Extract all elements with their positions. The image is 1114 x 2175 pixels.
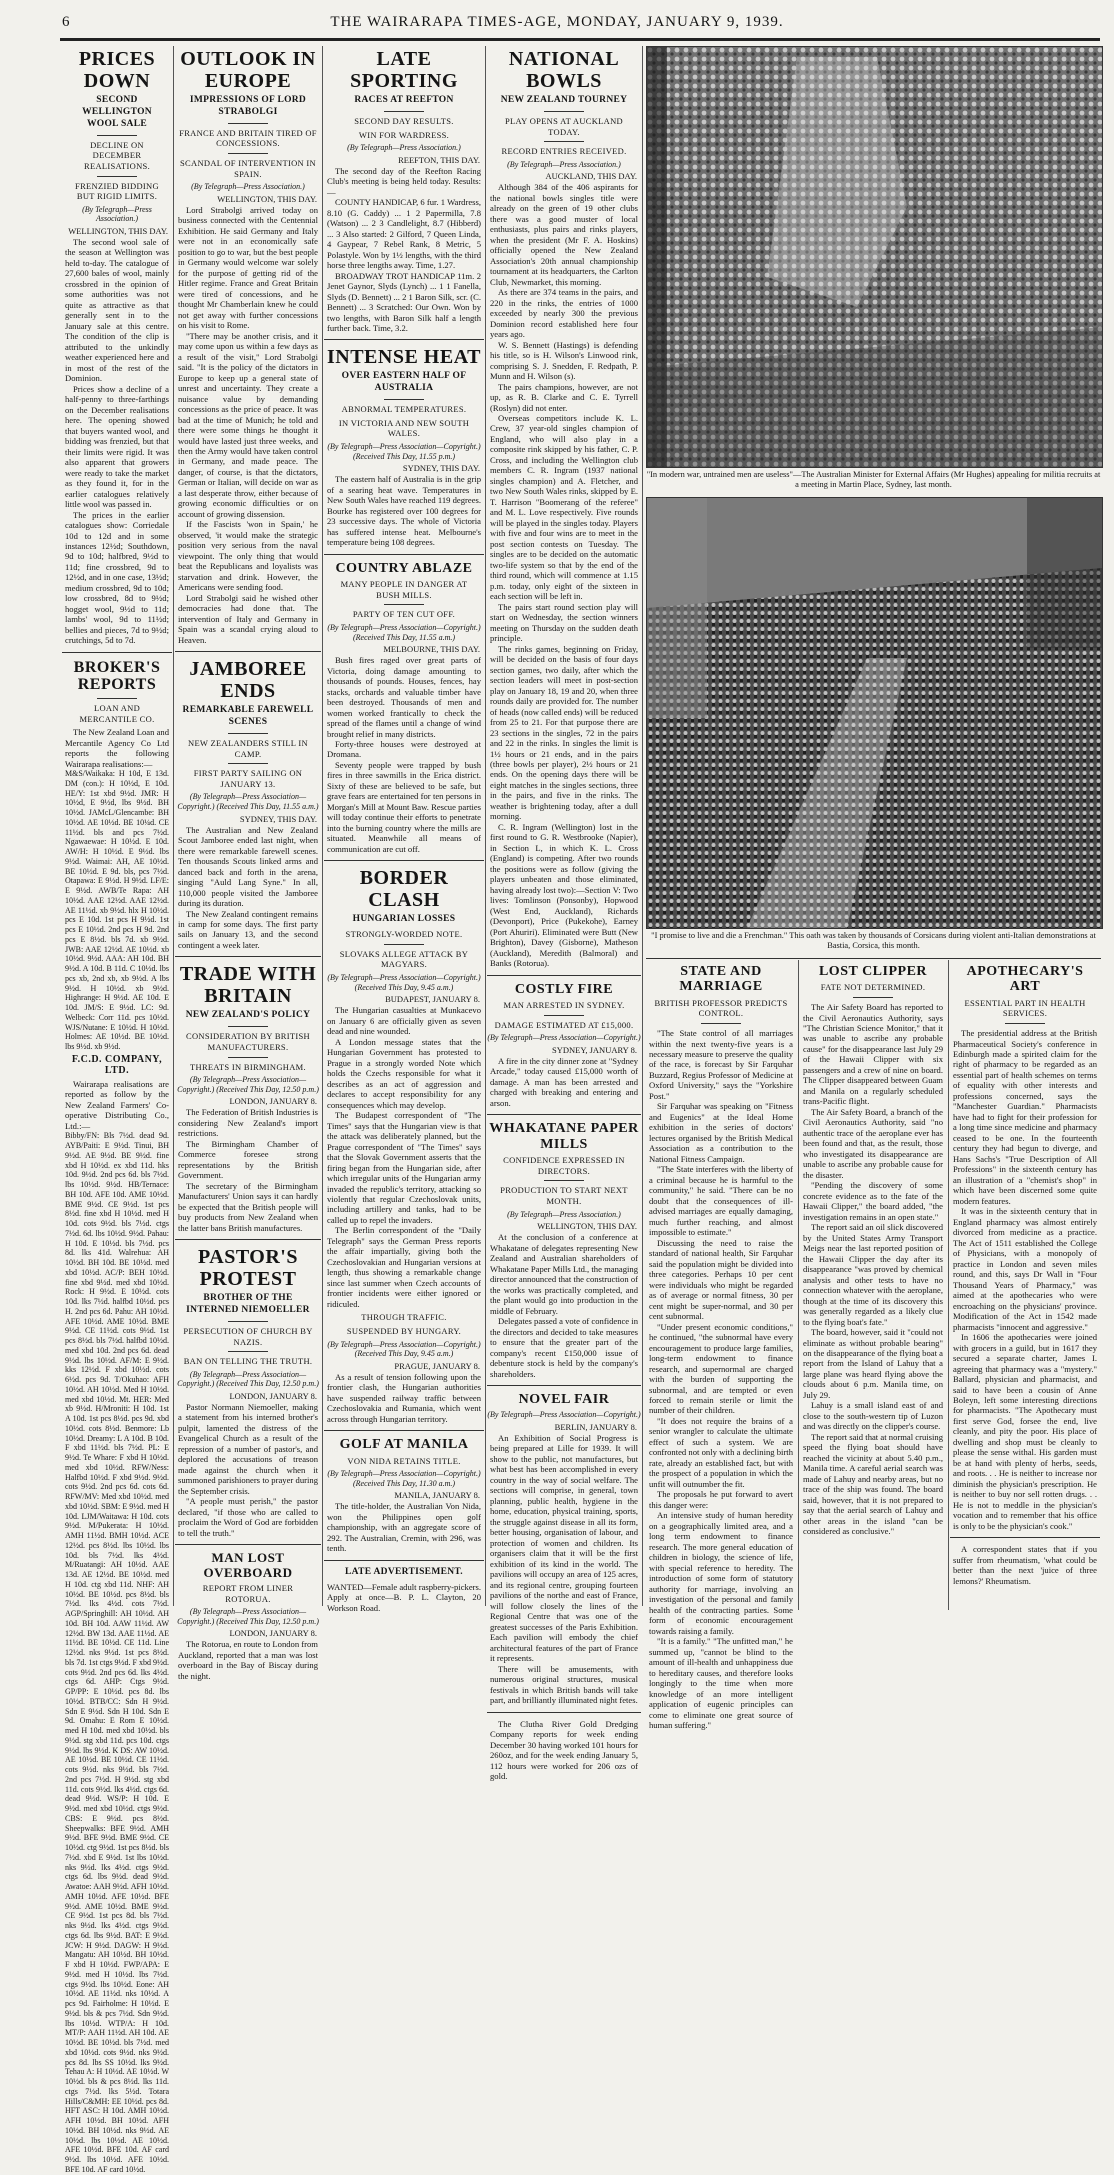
headline-brokers-reports: BROKER'S REPORTS (73, 658, 161, 694)
headline-border-clash: BORDER CLASH (359, 867, 449, 912)
subheading: SECOND WELLINGTON WOOL SALE (82, 95, 152, 129)
byline: (By Telegraph—Press Association—Copyright.) (Received This Day, 11.30 a.m.) (327, 1469, 481, 1488)
subheading: FRANCE AND BRITAIN TIRED OF CONCESSIONS. (179, 127, 317, 149)
article-paragraph: "It is a family." "The unfitted man," he summed up, "cannot be blind to the amount of ill-health and unhappiness due to hereditary causes, and therefore looks longingly to the time when more knowledge of an more intelligent application of eugenic principles can come to eliminate one great source of human suffering." (649, 1636, 793, 1730)
article-paragraph: As a result of tension following upon the frontier clash, the Hungarian authorities have suspended railway traffic between Czechoslovakia and Rumania, which went across through Hungarian territory. (327, 1371, 481, 1424)
article-paragraph: At the conclusion of a conference at Whakatane of delegates representing New Zealand and Australian shareholders of Whakatane Paper Mills Ltd., the managing director announced that the construction of the works was practically completed, and the plant would go into production in the middle of February. (490, 1232, 638, 1316)
column-1 (62, 46, 172, 2174)
article-paragraph: Sir Farquhar was speaking on "Fitness and Eugenics" at the Ideal Home exhibition in the series of doctors' lectures organised by the British Medical Association as a contribution to the National Fitness Campaign. (649, 1101, 793, 1164)
headline-trade-with-britain: TRADE WITH BRITAIN (179, 963, 317, 1008)
article-paragraph: Although 384 of the 406 aspirants for the national bowls singles title were already on the green of 19 other clubs there was a good muster of local enthusiasts, plus pairs and rinks players, when the president (Mr F. A. Hoskins) officially opened the New Zealand Association's 20th annual championship tournament at its headquarters, the Carlton Club, Newmarket, this morning. (490, 182, 638, 287)
dateline: BERLIN, JANUARY 8. (554, 1421, 637, 1432)
byline: (By Telegraph—Press Association—Copyright.) (Received This Day, 11.55 a.m.) (177, 792, 319, 812)
dateline: SYDNEY, JANUARY 8. (551, 1044, 637, 1055)
subheading: CONSIDERATION BY BRITISH MANUFACTURERS. (186, 1031, 310, 1052)
dateline: MELBOURNE, THIS DAY. (383, 644, 480, 655)
article-paragraph: "There may be another crisis, and it may come upon us within a few days as a result of the visit," Lord Strabolgi said. "It is the policy of the dictators in Europe to keep up a general state of unrest and uncertainty. They create a nuisance value by demanding concessions as the price of peace. It was bad at the time of Munich; he told and there were some things he thought it would have lasted just three weeks, and then the Army would have taken control in Germany, and made peace. The danger, of course, is that the dictators, German or Italian, will decide on war as a last desperate throw, either because of growing economic difficulties or on account of growing dissension. (178, 330, 318, 519)
byline: (By Telegraph—Press Association—Copyright.) (Received This Day, 11.55 p.m.) (327, 442, 481, 461)
article-paragraph: The rinks games, beginning on Friday, will be decided on the basis of four days section games, two daily, after which the section leaders will meet in post-section play on January 18, 19 and 20, when three rounds daily are provided for. The number of heads (now called ends) will be reduced from 25 to 21. For that purpose there are 23 sections in the singles, 72 in the pairs and 22 in the rinks. In singles the limit is 1½ hours or 21 ends, and in the pairs (three bowls per player), 2½ hours or 21 ends. On the opening days there will be eight matches in the singles sections, three in the pairs, and five in the rinks. The weather is brightening today, after a dull morning. (490, 643, 638, 822)
dateline: LONDON, JANUARY 8. (229, 1391, 317, 1401)
subheading: BAN ON TELLING THE TRUTH. (183, 1356, 313, 1367)
dateline: WELLINGTON, THIS DAY. (68, 225, 168, 236)
article-paragraph: The Birmingham Chamber of Commerce foresee strong representations by the British Government. (178, 1138, 318, 1181)
byline: (By Telegraph—Press Association.) (507, 1209, 621, 1219)
article-paragraph: The presidential address at the British Pharmaceutical Society's conference in Edinburgh made a spirited claim for the right of pharmacy to be regarded as an essential part of health schemes on terms of equality with other interests and professions concerned, says the "Manchester Guardian." Pharmacists have had to fight for their profession for a long time since medicine and pharmacy ceased to be one. In the fourteenth century they had begun to diverge, and Hans Sachs's "True Description of All Professions" in the sixteenth century has an illustration of a "chemist's shop" in which have been discerned some quite modern features. (953, 1028, 1097, 1206)
article-paragraph: The report said an oil slick discovered by the United States Army Transport Meigs near the last reported position of the Hawaii Clipper the day after its disappearance "was proved by chemical analysis and other tests to have no connection whatever with the aeroplane, though at the time of its discovery this was generally regarded as a likely clue to the flying boat's fate." (803, 1222, 943, 1327)
headline-lost-clipper: LOST CLIPPER (818, 964, 928, 979)
article-paragraph: Delegates passed a vote of confidence in the directors and decided to take measures to ensure that the greater part of the company's recent £150,000 issue of debenture stock is held by the company's shareholders. (490, 1316, 638, 1379)
column-separator (485, 46, 486, 1606)
byline: (By Telegraph—Press Association—Copyright.) (Received This Day, 9.45 a.m.) (327, 1339, 481, 1359)
subheading: WIN FOR WARDRESS. (358, 129, 450, 140)
newspaper-title: THE WAIRARAPA TIMES-AGE, MONDAY, JANUARY 9, 1939. (330, 14, 784, 30)
article-paragraph: The Australian and New Zealand Scout Jamboree ended last night, when there were remarkable farewell scenes. Ten thousands Scouts linked arms and danced back and forth in the arena, singing "Auld Lang Syne." In all, 110,000 people visited the Jamboree during its duration. (178, 824, 318, 909)
subheading: FRENZIED BIDDING BUT RIGID LIMITS. (75, 180, 159, 202)
subheading: SECOND DAY RESULTS. (354, 115, 454, 126)
photo-caption: "I promise to live and die a Frenchman." This oath was taken by thousands of Corsicans during violent anti-Italian demonstrations at Bastia, Corsica, this month. (651, 931, 1096, 951)
article-paragraph: W. S. Bennett (Hastings) is defending his title, so is H. Wilson's Linwood rink, comprising S. J. Snedden, F. Redpath, P. Munn and H. Wilson (s). (490, 339, 638, 382)
column-2 (175, 46, 321, 1681)
article-paragraph: The New Zealand Loan and Mercantile Agency Co Ltd reports the following Wairarapa realisations:— (65, 727, 169, 769)
article-paragraph: The pairs champions, however, are not up, as R. B. Clarke and C. E. Tyrrell (Roslyn) did not enter. (490, 381, 638, 413)
byline: (By Telegraph—Press Association.) (191, 182, 305, 192)
photo-corsica-demonstration (646, 497, 1103, 929)
subheading: LOAN AND MERCANTILE CO. (79, 703, 155, 724)
column-separator (173, 46, 174, 1606)
dateline: PRAGUE, JANUARY 8. (394, 1360, 480, 1371)
street-crowd-photo-image (647, 498, 1102, 928)
column-6 (800, 962, 946, 1612)
article-paragraph: The secretary of the Birmingham Manufacturers' Union says it can hardly be expected that the British people will buy products from New Zealand when the latter bans British manufactures. (178, 1180, 318, 1233)
article-paragraph: The eastern half of Australia is in the grip of a searing heat wave. Temperatures in New South Wales have reached 119 degrees. Bourke has registered over 100 degrees for 23 successive days. The whole of Victoria has suffered intense heat. Melbourne's temperature being 108 degrees. (327, 474, 481, 548)
dateline: MANILA, JANUARY 8. (394, 1490, 480, 1501)
article-paragraph: The Budapest correspondent of "The Times" says that the Hungarian view is that the attack was deliberately planned, but the Prague correspondent of "The Times" says that the Slovak Government asserts that the firing began from the Hungarian side, after which irregular units of the Hungarian army invaded the republic's territory, attacking so violently that regular Czechoslovak units, including artillery and tanks, had to be called up to repel the invaders. (327, 1110, 481, 1225)
article-paragraph: There will be amusements, with numerous original structures, musical festivals in which British bands will take part, and brilliantly illuminated night fetes. (490, 1663, 638, 1706)
article-paragraph: The Hungarian casualties at Munkacevo on January 6 are officially given as seven dead and nine wounded. (327, 1005, 481, 1037)
dateline: WELLINGTON, THIS DAY. (217, 193, 317, 204)
article-paragraph: The Rotorua, en route to London from Auckland, reported that a man was lost overboard in the Bay of Biscay during the night. (178, 1639, 318, 1681)
article-paragraph: As there are 374 teams in the pairs, and 220 in the rinks, the entries of 1000 exceeded by nearly 300 the previous Dominion record established here four years ago. (490, 287, 638, 340)
article-paragraph: The title-holder, the Australian Von Nida, won the Philippines open golf championship, with an aggregate score of 292. The Australian, Cremin, with 296, was tenth. (327, 1501, 481, 1554)
article-paragraph: "Pending the discovery of some concrete evidence as to the fate of the Hawaii Clipper," the board added, "the investigation remains in an open state." (803, 1180, 943, 1222)
dateline: SYDNEY, THIS DAY. (239, 813, 317, 824)
article-paragraph: The Clutha River Gold Dredging Company reports for week ending December 30 having worked 101 hours for 260oz, and for the week ending January 5, 112 hours were worked for 206 ozs of gold. (490, 1718, 638, 1781)
page-number: 6 (62, 14, 70, 30)
photo-militia-rally (646, 46, 1103, 468)
column-7 (950, 962, 1100, 1612)
headline-golf-at-manila: GOLF AT MANILA (339, 1437, 469, 1453)
article-paragraph: The pairs start round section play will start on Wednesday, the section winners meeting on Thursday on the sudden death principle. (490, 601, 638, 644)
article-paragraph: An intensive study of human heredity on a geographically limited area, and a long term endowment to finance research. The more general education of children in biology, the science of life, with special reference to heredity. The introduction of some form of statutory authority for marriage, involving an investigation of the personal and family health of the contracting parties. Some form of economic encouragement towards raising a family. (649, 1510, 793, 1636)
article-paragraph: The Federation of British Industries is considering New Zealand's import restrictions. (178, 1107, 318, 1139)
article-paragraph: It was in the sixteenth century that in England pharmacy was almost entirely divorced from medicine as a practice. The Act of 1511 established the College of Physicians, with a monopoly of practice in London and seven miles round, and this, says Dr Wall in "Four Thousand Years of Pharmacy," was aimed at the apothecaries who were encroaching on the physicians' province. Modification of the Act in 1542 made pharmacists "innocent and aggressive." (953, 1206, 1097, 1332)
subheading: ABNORMAL TEMPERATURES. (341, 404, 467, 415)
subheading: CONFIDENCE EXPRESSED IN DIRECTORS. (503, 1155, 625, 1176)
column-separator (322, 46, 323, 1606)
byline: (By Telegraph—Press Association—Copyright.) (Received This Day, 12.50 p.m.) (177, 1607, 319, 1626)
byline: (By Telegraph—Press Association.) (82, 204, 152, 224)
subheading: DAMAGE ESTIMATED AT £15,000. (494, 1019, 634, 1030)
article-paragraph: "Under present economic conditions," he continued, "the subnormal have every encouragement to produce large families, long-term endowment to finance research, and supernormal are charged with the burden of supporting the subnormal, and are tempted or even forced to remain sterile or limit the number of their children. (649, 1321, 793, 1416)
article-paragraph: The proposals he put forward to avert this danger were: (649, 1489, 793, 1510)
subheading: RECORD ENTRIES RECEIVED. (501, 146, 627, 157)
classified-ad: WANTED—Female adult raspberry-pickers. Apply at once—B. P. L. Clayton, 20 Workson Road. (327, 1581, 481, 1613)
subheading: DECLINE ON DECEMBER REALISATIONS. (84, 139, 150, 171)
headline-jamboree-ends: JAMBOREE ENDS (189, 658, 307, 703)
byline: (By Telegraph—Press Association—Copyright.) (Received This Day, 12.50 p.m.) (177, 1075, 319, 1094)
dateline: BUDAPEST, JANUARY 8. (385, 994, 480, 1005)
dateline: LONDON, JANUARY 8. (229, 1628, 317, 1639)
headline-intense-heat: INTENSE HEAT (326, 346, 481, 369)
column-4 (487, 46, 641, 1781)
column-5 (646, 962, 796, 1730)
article-paragraph: "It does not require the brains of a senior wrangler to calculate the ultimate effect of such a system. We are confronted not only with a declining birth rate, already an established fact, but with the prospect of a population in which the unfit will outnumber the fit. (649, 1415, 793, 1489)
subheading: STRONGLY-WORDED NOTE. (345, 929, 463, 940)
subheading: IN VICTORIA AND NEW SOUTH WALES. (338, 417, 470, 439)
masthead-rule (60, 38, 1100, 41)
subheading: NEW ZEALAND'S POLICY (185, 1010, 311, 1021)
headline-late-sporting: LATE SPORTING (350, 48, 458, 92)
column-separator (642, 46, 643, 1606)
subheading: FIRST PARTY SAILING ON JANUARY 13. (193, 768, 303, 789)
headline-whakatane-paper-mills: WHAKATANE PAPER MILLS (489, 1121, 639, 1152)
byline: (By Telegraph—Press Association—Copyright.) (Received This Day, 11.55 a.m.) (327, 622, 481, 642)
subheading: BRITISH PROFESSOR PREDICTS CONTROL. (654, 997, 788, 1019)
article-paragraph: A fire in the city dinner zone at "Sydney Arcade," today caused £15,000 worth of damage. A man has been arrested and charged with breaking and entering and arson. (490, 1055, 638, 1108)
article-paragraph: Forty-three houses were destroyed at Dromana. (327, 739, 481, 760)
article-paragraph: Pastor Normann Niemoeller, making a statement from his interned brother's pulpit, lamented the distress of the Evangelical Church as a result of the repression of a number of pastor's, and deplored the accusations of treason made against the church when it summoned parishioners to prayer during the September crisis. (178, 1402, 318, 1496)
subheading: PERSECUTION OF CHURCH BY NAZIS. (183, 1325, 313, 1347)
article-paragraph: Bush fires raged over great parts of Victoria, doing damage amounting to thousands of pounds. Houses, fences, hay stacks, orchards and valuable timber have been destroyed. Thousands of men and women worked frantically to check the spread of the flames until a change of wind brought relief in many districts. (327, 655, 481, 739)
dateline: LONDON, JANUARY 8. (229, 1096, 317, 1107)
byline: (By Telegraph—Press Association—Copyright.) (Received This Day, 12.50 p.m.) (177, 1369, 319, 1389)
article-paragraph: Lord Strabolgi said he wished other democracies had done that. The intervention of Italy and Germany in Spain was a scandal crying aloud to Heaven. (178, 592, 318, 645)
dateline: REEFTON, THIS DAY. (398, 154, 480, 165)
subheading: SCANDAL OF INTERVENTION IN SPAIN. (180, 158, 316, 179)
subheading: PARTY OF TEN CUT OFF. (352, 609, 456, 620)
article-paragraph: "The State control of all marriages within the next twenty-five years is a necessary measure to preserve the quality of the race, is forecast by Sir Farquhar Buzzard, Regius Professor of Medicine at Oxford University," says the "Yorkshire Post." (649, 1028, 793, 1101)
dateline: SYDNEY, THIS DAY. (402, 463, 480, 474)
article-paragraph: The second day of the Reefton Racing Club's meeting is being held today. Results:— (327, 165, 481, 197)
late-advertisement-heading: LATE ADVERTISEMENT. (345, 1566, 463, 1577)
headline-state-and-marriage: STATE AND MARRIAGE (679, 964, 763, 995)
article-paragraph: C. R. Ingram (Wellington) lost in the first round to G. R. Westbrooke (Napier), in Section L, in which K. L. Cross (England) is competing. After two rounds the positions were as follow (giving the players unbeaten and those eliminated, having already lost two):—Section V: Two lives: Tomlinson (Ponsonby), Hopwood (West End, Auckland), Richards (Devonport), Price (Pukekohe), Earney (Port Ahuriri). Eliminated were Butt (New Brighton), Davey (Gisborne), Matheson (Auckland), Meredith (Balmoral) and Banks (Rotorua). (490, 821, 638, 969)
headline-national-bowls: NATIONAL BOWLS (508, 48, 620, 92)
subheading: PLAY OPENS AT AUCKLAND TODAY. (505, 115, 623, 137)
dateline: AUCKLAND, THIS DAY. (545, 171, 637, 182)
subheading: OVER EASTERN HALF OF AUSTRALIA (341, 371, 467, 394)
subheading: HUNGARIAN LOSSES (352, 914, 456, 925)
headline-novel-fair: NOVEL FAIR (518, 1391, 610, 1407)
headline-country-ablaze: COUNTRY ABLAZE (335, 560, 473, 576)
subheading: ESSENTIAL PART IN HEALTH SERVICES. (964, 997, 1086, 1019)
subheading: SLOVAKS ALLEGE ATTACK BY MAGYARS. (339, 948, 469, 970)
headline-outlook-in-europe: OUTLOOK IN EUROPE (180, 48, 316, 92)
article-paragraph: Seventy people were trapped by bush fires in three sawmills in the Erica district. Sixty of these are believed to be safe, but grave fears are entertained for ten persons in Morgan's Mill at Mount Baw. Rescue parties will today continue their efforts to penetrate into the burning country where the mills are situated. Meanwhile all means of communication are cut off. (327, 759, 481, 854)
article-paragraph: Discussing the need to raise the standard of national health, Sir Farquhar said the population might be divided into three categories. Perhaps 10 per cent were individuals who might be regarded as of average or normal fitness, 30 per cent might be super-normal, and 30 per cent subnormal. (649, 1237, 793, 1322)
article-paragraph: In 1606 the apothecaries were joined with grocers in a guild, but in 1617 they secured a separate charter, James I. agreeing that pharmacy was a "mystery." Ballard, physician and pharmacist, and said to have been a cousin of Anne Boleyn, left some interesting directions for pharmacists. "The Apothecary must first serve God, forsee the end, live cleanly, and pity the poor. His place of dwelling and shop must be cleanly to please the sense withal. His garden must be at hand with plenty of herbs, seeds, and roots. . . He is neither to increase nor diminish the physician's prescription. He is neither to buy nor sell rotten drugs. . . He is not to meddle in the physician's vocation and to remember that his office is only to be the physician's cook." (953, 1332, 1097, 1531)
subheading: REMARKABLE FAREWELL SCENES (182, 705, 314, 728)
byline: (By Telegraph—Press Association.) (347, 143, 461, 153)
article-paragraph: The Berlin correspondent of the "Daily Telegraph" says the German Press reports the affair impartially, giving both the Czechoslovakian and Hungarian versions at length, thus showing a remarkable change since last summer when Czech accounts of frontier incidents were either ignored or ridiculed. (327, 1225, 481, 1309)
headline-fcd-company: F.C.D. COMPANY, LTD. (71, 1053, 163, 1076)
article-paragraph: A London message states that the Hungarian Government has protested to Prague in a strongly worded Note which holds the Czechs responsible for what it describes as an act of aggression and declares to accept responsibility for any consequences which may develop. (327, 1036, 481, 1110)
article-paragraph: Bibby/FN: Bls 7½d. dead 9d. AYB/Paiti: E 9½d. Tinui, BH 9½d. AE 9½d. BE 9½d. fine xbd H 10½d. ex xbd 11d. hks 10d. 9½d. 2nd pcs 6d. bls 7½d. lbs 10½d. 9½d. HB/Ternace: BH 10d. AFE 10d. AME 10½d. BME 9½d. CE 9½d. 1st pcs 8½d. fine xbd H 10½d. med H 10d. cots 9½d. bls 7½d. ctgs 7½d. 6d. lbs 10½d. 9½d. Pahau: H 10d. E 10½d. bls 7½d. pcs 8d. lks 41d. Walrehua: AH 10½d. BH 10d. BE 10½d. med xbd 10½d. AC/P: BEH 10½d. fine xbd 9½d. med xbd 10½d. Rock: H 9½d. E 10½d. cots 10d. lks 7½d. halfbd 10½d. pcs H. 2nd pcs 6d. Pahu: AH 10½d. AFE 10½d. AME 10½d. BME 9½d. CE 11½d. cots 9½d. 1st pcs 8½d. bls 7½d. halfbd 10½d. med xbd 10d. 2nd pcs 6d. dead 9½d. lbs 10½d. AF/M: E 9½d. kks 12½d. F xbd 10½d. cots 6½d. pcs 9d. T/Okuhao: AFH 10½d. AH 10½d. Med H 10½d. med xbd 10½d. Mt. HER: Med xb 9½d. H/Mroniti: H 10d. 1st A 10d. 1st pcs 8½d. pcs 9d. xbd 10½d. cots 8½d. Benmore: Lb 10½d. Dreamy: L A 10d. B 10d. F xbd 11½d. bls 7½d. PL: E 9½d. Te Whare: F xbd H 10½d. med xbd 10½d. RFW/Ness: Halfbd 10½d. F xbd 9½d. 9½d. cots 9½d. 2nd pcs 6d. cots 6d. RFW/MV: Med xbd 10½d. med xbd 10½d. SBM: E 9½d. med H 10d. LJM/Waitawa: H 10d. cots 9½d. M/Pukerata: H 10½d. AMH 11½d. BMH 10½d. ACE 12½d. pcs 8½d. lbs 10½d. lbs 10d. bls 7½d. lks 4½d. M/Ruatangi: AH 10½d. AAE 13d. AE 12½d. BE 10½d. med H 10d. ctg xbd 11d. NHF: AH 10½d. BE 10½d. pcs 8½d. bls 7½d. lks 4½d. cots 7½d. AGP/Springhill: AH 10½d. AH 10d. BH 10d. AAW 11½d. AW 12½d. BW 13d. AAE 11½d. AE 11½d. BE 10½d. CE 11d. Line 12½d. nks 9½d. 1st pcs 8½d. bls 7d. 1st ctgs 9½d. F xbd 9½d. cots 9½d. 2nd pcs 6d. lks 4½d. ctgs 6d. AHP: Ctgs 9½d. GP/PP: E 10½d. pcs 8d. lbs 10½d. BTB/CC: Sdn H 9½d. Sdn E 9½d. Sdn H 10d. Sdn E 9d. Omahu: E Rom E 10½d. med H 10d. med xbd 10½d. bls 9½d. stg xbd 11d. pcs 10d. ctgs 9½d. lbs 9½d. K DS: AW 10½d. AE 10½d. BE 10½d. CE 11½d. cots 9½d. nks 9½d. bls 7½d. 2nd pcs 7½d. H 9½d. stg xbd 11d. cots 9½d. lks 4½d. ctgs 6d. dead 9½d. WS/P: H 10d. E 9½d. med xbd 10½d. ctgs 9½d. CBS: E 9½d. pcs 8½d. Sheepwalks: BFE 9½d. AMH 9½d. BFE 9½d. BME 9½d. CE 10½d. ctg 9½d. 1st pcs 8½d. bls 7½d. xbd E 9½d. 1st lbs 10½d. nks 9½d. lks 4½d. ctgs 9½d. ctgs 6d. lbs 9½d. dead 9½d. Awatoe: AAH 9½d. AFH 10½d. AMH 10½d. AFE 10½d. BFE 9½d. AME 10½d. BME 9½d. CE 9½d. 1st pcs 8d. bls 7½d. nks 9½d. lks 4½d. ctgs 9½d. ctgs 6d. lbs 9½d. BAT: E 9½d. JCW: H 9½d. DAGW: H 9½d. Mangatu: AH 10½d. BH 10½d. F xbd H 10½d. FWP/APA: E 9½d. med H 10½d. lbs 7½d. ctgs 9½d. lbs 10½d. Eone: AH 10½d. AE 11½d. nks 10½d. A pcs 9d. Fairholme: H 10½d. E 9½d. bls & pcs 7½d. Sdn 9½d. lbs 10½d. WTP/A: H 10d. MT/P: AAH 11½d. AH 10d. AE 10½d. BE 10½d. bls 7½d. med xbd 10½d. cots 9½d. nks 9½d. pcs 8d. lbs SS 10½d. lks 9½d. Tehau A: H 10½d. AE 10½d. W 10½d. bls & pcs 8½d. lks 11d. ctgs 7½d. lks 5½d. Totara Hills/C&MH: EE 10½d. pcs 8d. HFT ASC: H 10d. AMH 10½d. AFH 10½d. BH 10½d. AFH 10½d. BH 10½d. nks 9½d. AE 10½d. lbs 10½d. AE 10½d. AFE 10½d. BFE 10d. AF card 9½d. lbs 10½d. AFE 10½d. BFE 10d. AF card 10½d. (65, 1131, 170, 2174)
byline: (By Telegraph—Press Association.) (507, 159, 621, 169)
subheading: MAN ARRESTED IN SYDNEY. (503, 1000, 625, 1011)
subheading: PRODUCTION TO START NEXT MONTH. (500, 1185, 628, 1206)
subheading: RACES AT REEFTON (354, 95, 454, 105)
article-paragraph: A correspondent states that if you suffer from rheumatism, 'what could be better than the next 'juice of three lemons?' Rheumatism. (953, 1544, 1097, 1586)
article-paragraph: The report said that at normal cruising speed the flying boat should have reached the vicinity at about 5.40 p.m., Manila time. A careful aerial search was made of Lahuy and nearby areas, but no trace of the ship was found. The board said, however, that it is not prepared to say that the aerial search of Lahuy and other areas in the island "can be considered as conclusive." (803, 1431, 943, 1537)
headline-prices-down: PRICES DOWN (78, 48, 156, 92)
article-paragraph: Lord Strabolgi arrived today on business connected with the Centennial Exhibition. He said Germany and Italy were not in an economically safe position to go to war, but the best people in Germany would welcome war solely for the purpose of getting rid of the Hitler regime. France and Great Britain were tired of concessions, and he thought Mr Chamberlain knew he could not get away with further concessions on his visit to Rome. (178, 204, 318, 331)
subheading: FATE NOT DETERMINED. (820, 982, 926, 993)
subheading: IMPRESSIONS OF LORD STRABOLGI (189, 95, 307, 117)
subheading: MANY PEOPLE IN DANGER AT BUSH MILLS. (340, 579, 468, 600)
masthead (0, 14, 1114, 36)
headline-apothecarys-art: APOTHECARY'S ART (966, 964, 1084, 995)
article-paragraph: "The State interferes with the liberty of a criminal because he is harmful to the community," he said. "There can be no doubt that the consequences of ill-advised marriages are equally damaging, much further reaching, and almost impossible to estimate." (649, 1164, 793, 1238)
article-paragraph: The second wool sale of the season at Wellington was held to-day. The catalogue of 27,600 bales of wool, mainly crossbred in the opinion of some authorities was not quite as attractive as that generally sent in to the January sale at this centre. The condition of the clip is attributed to the unkindly weather experienced here and in most of the rest of the Dominion. (65, 236, 169, 384)
article-paragraph: COUNTY HANDICAP, 6 fur. 1 Wardress, 8.10 (G. Caddy) ... 1 2 Papermilla, 7.8 (Watson) ... 2 3 Candlelight, 8.7 (Hibberd) ... 3 Also started: 2 Gilford, 7 Queen Linda, 4 Gaypear, 7 Rebel Rank, 8 Metric, 5 Polastyle. Won by 1½ lengths, with the third horse three lengths away. Time, 1.27. (327, 197, 481, 271)
article-paragraph: Wairarapa realisations are reported as follow by the New Zealand Farmers' Co-operative Distributing Co., Ltd.:— (65, 1078, 169, 1131)
article-paragraph: An Exhibition of Social Progress is being prepared at Lille for 1939. It will show to the public, not manufactures, but what best has been accomplished in every country in the way of social welfare. The sections will comprise, in general, town planning, public health, hygiene in the home, education, physical training, sports, the struggle against disease in all its form, better housing, organisation of labour, and protection of women and children. Its organisers claim that it will be the first exhibition of its kind in the world. The pavilions will occupy an area of 125 acres, and its regional centre, grouping fourteen pavilions of the northe and east of France, will follow closely the lines of the Regional Centre that was one of the greatest successes of the Paris Exhibition. Each pavilion will embody the chief architectural features of the part of France it represents. (490, 1432, 638, 1664)
subheading: NEW ZEALANDERS STILL IN CAMP. (188, 737, 308, 759)
article-paragraph: The prices in the earlier catalogues show: Corriedale 10d to 12d and in some instances 12½d; Southdown, 9d to 10d; halfbred, 9½d to 11d; fine crossbred, 9d to 12½d, and in one case, 13½d; medium crossbred, 9d to 10d; low crossbred, 8d to 9½d; hogget wool, 9½d to 11d; lambs' wool, 9d to 11½d; bellies and pieces, 7d to 9½d; crutchings, 5d to 7d. (65, 509, 169, 646)
article-paragraph: The Air Safety Board has reported to the Civil Aeronautics Authority, says "The Christian Science Monitor," that it was unable to ascribe any probable cause" for the disappearance last July 29 of the Hawaii Clipper with six passengers and a crew of nine on board. The Clipper disappeared between Guam and Manila on a regularly scheduled trans-Pacific flight. (803, 1002, 943, 1107)
article-paragraph: The New Zealand contingent remains in camp for some days. The first party sails on January 13, and the second contingent a week later. (178, 908, 318, 950)
byline: (By Telegraph—Press Association—Copyright.) (487, 1410, 641, 1420)
byline: (By Telegraph—Press Association—Copyright.) (Received This Day, 9.45 a.m.) (327, 973, 481, 992)
subheading: NEW ZEALAND TOURNEY (500, 95, 628, 105)
subheading: SUSPENDED BY HUNGARY. (346, 1325, 462, 1336)
article-paragraph: If the Fascists 'won in Spain,' he observed, 'it would make the strategic position very serious from the naval viewpoint. The only thing that would beat the Republicans and loyalists was starvation and drink. However, the Americans were sending food. (178, 519, 318, 593)
column-3 (324, 46, 484, 1613)
subheading: THREATS IN BIRMINGHAM. (190, 1061, 306, 1072)
subheading: BROTHER OF THE INTERNED NIEMOELLER (186, 1293, 310, 1316)
column-separator (948, 960, 949, 1610)
article-paragraph: The board, however, said it "could not eliminate as without probable bearing" on the disappearance of the flying boat a report from the Island of Lahuy that a large plane was heard flying above the clouds about 6 p.m. Manila time, on July 29. (803, 1327, 943, 1400)
byline: (By Telegraph—Press Association—Copyright.) (487, 1033, 641, 1043)
article-paragraph: Lahuy is a small island east of and close to the south-western tip of Luzon and was directly on the clipper's course. (803, 1400, 943, 1432)
headline-costly-fire: COSTLY FIRE (514, 981, 614, 997)
photo-caption: "In modern war, untrained men are useless"—The Australian Minister for External Affairs (Mr Hughes) appealing for militia recruits at a meeting in Martin Place, Sydney, last month. (646, 470, 1101, 490)
subheading: REPORT FROM LINER ROTORUA. (202, 1582, 294, 1604)
article-paragraph: M&S/Waikaka: H 10d, E 13d. DM (con.): H 10½d, E 10d. HE/Y: 1st xbd 9½d. JMR: H 10½d, E 9½d, lbs 9½d. BH 10½d. JAMcL/Glencambe: BH 10½d. AE 10½d. BE 10¼d. CE 11½d. bls and pcs 7½d. Ngawaewae: H 10½d. E 10d. AW/H: H 10½d. E 9½d. lbs 9½d. Waimai: AH, AE 10½d. BE 10½d. E 9d. bls, pcs 7½d. Otapawa: E 9½d. H 9½d. LF/E: E 9½d. AWB/Te Rapa: AH 10½d. AAE 12½d. AAE 12½d. AE 11½d. xb 9½d. hlx H 10½d. pcs E 10d. 1st pcs H 9½d. 1st pcs E 10½d. 2nd pcs H 9d. 2nd pcs E 8½d. bls 7d. xb 9½d. JWB: AAE 12½d. AE 10½d. xb 10½d. 9½d. AAA: AH 10d. BH 9½d. A 10d. B 11d. C 10½d. lbs pcs xb, 2nd xb, xb 9½d. A lbs 9½d. H 10½d. xb 9½d. Highrange: H 9½d. AE 10d. E 10d. JM/S: E 9½d. LC: 9d. Welbeck: Corr 11d. pcs 10½d. WJS/Nutane: E 10½d. H 10½d. Holmes: AE 10½d. BE 10½d. lbs 9½d. xb 9½d. (65, 769, 169, 1052)
dateline: WELLINGTON, THIS DAY. (537, 1221, 637, 1232)
headline-pastors-protest: PASTOR'S PROTEST (198, 1246, 298, 1291)
article-paragraph: Prices show a decline of a half-penny to three-farthings on the December realisations here. The opening showed that buyers wanted wool, and bidding was frenzied, but that their limits were rigid. It was also apparent that growers were ready to take the market as they found it, for in the earlier catalogues relatively little wool was passed in. (65, 383, 169, 510)
column-separator (798, 960, 799, 1610)
subheading: VON NIDA RETAINS TITLE. (347, 1455, 461, 1466)
article-paragraph: Overseas competitors include K. L. Crew, 37 year-old singles champion of England, who will also play in a composite rink skipped by his father, C. P. Cross, and including the Wellington club members C. R. Ingram (1937 national singles champion) and A. Fletcher, and two New South Wales rinks, skipped by E. T. Harrison "Boomerang of the referee" and M. L. Love respectively. Five rounds will be played in the singles today. Players with five and four wins are to meet in the post section contests on Tuesday. The singles are to be decided on the automatic two-life system so that by the end of the third round, which will commence at 1.15 p.m. today, only eight of the sixteen in each section will be left in. (490, 413, 638, 602)
subheading: THROUGH TRAFFIC. (361, 1312, 447, 1323)
article-paragraph: BROADWAY TROT HANDICAP 11m. 2 Jenet Gaynor, Slyds (Lynch) ... 1 1 Fanella, Slyds (D. Bennett) ... 2 1 Baron Silk, scr. (C. Bennett) ... 3 Scratched: Our Own. Won by two lengths, with Baron Silk half a length further back. Time, 3.2. (327, 270, 481, 333)
article-paragraph: The Air Safety Board, a branch of the Civil Aeronautics Authority, said "no authentic trace of the aeroplane ever has been found and that, as the result, those who investigated its disappearance are unable to ascribe any probable cause for the disaster. (803, 1106, 943, 1180)
crowd-photo-image (647, 47, 1102, 467)
headline-man-lost-overboard: MAN LOST OVERBOARD (203, 1550, 293, 1580)
article-paragraph: "A people must perish," the pastor declared, "if those who are called to proclaim the Word of God are forbidden to tell the truth." (178, 1496, 318, 1538)
